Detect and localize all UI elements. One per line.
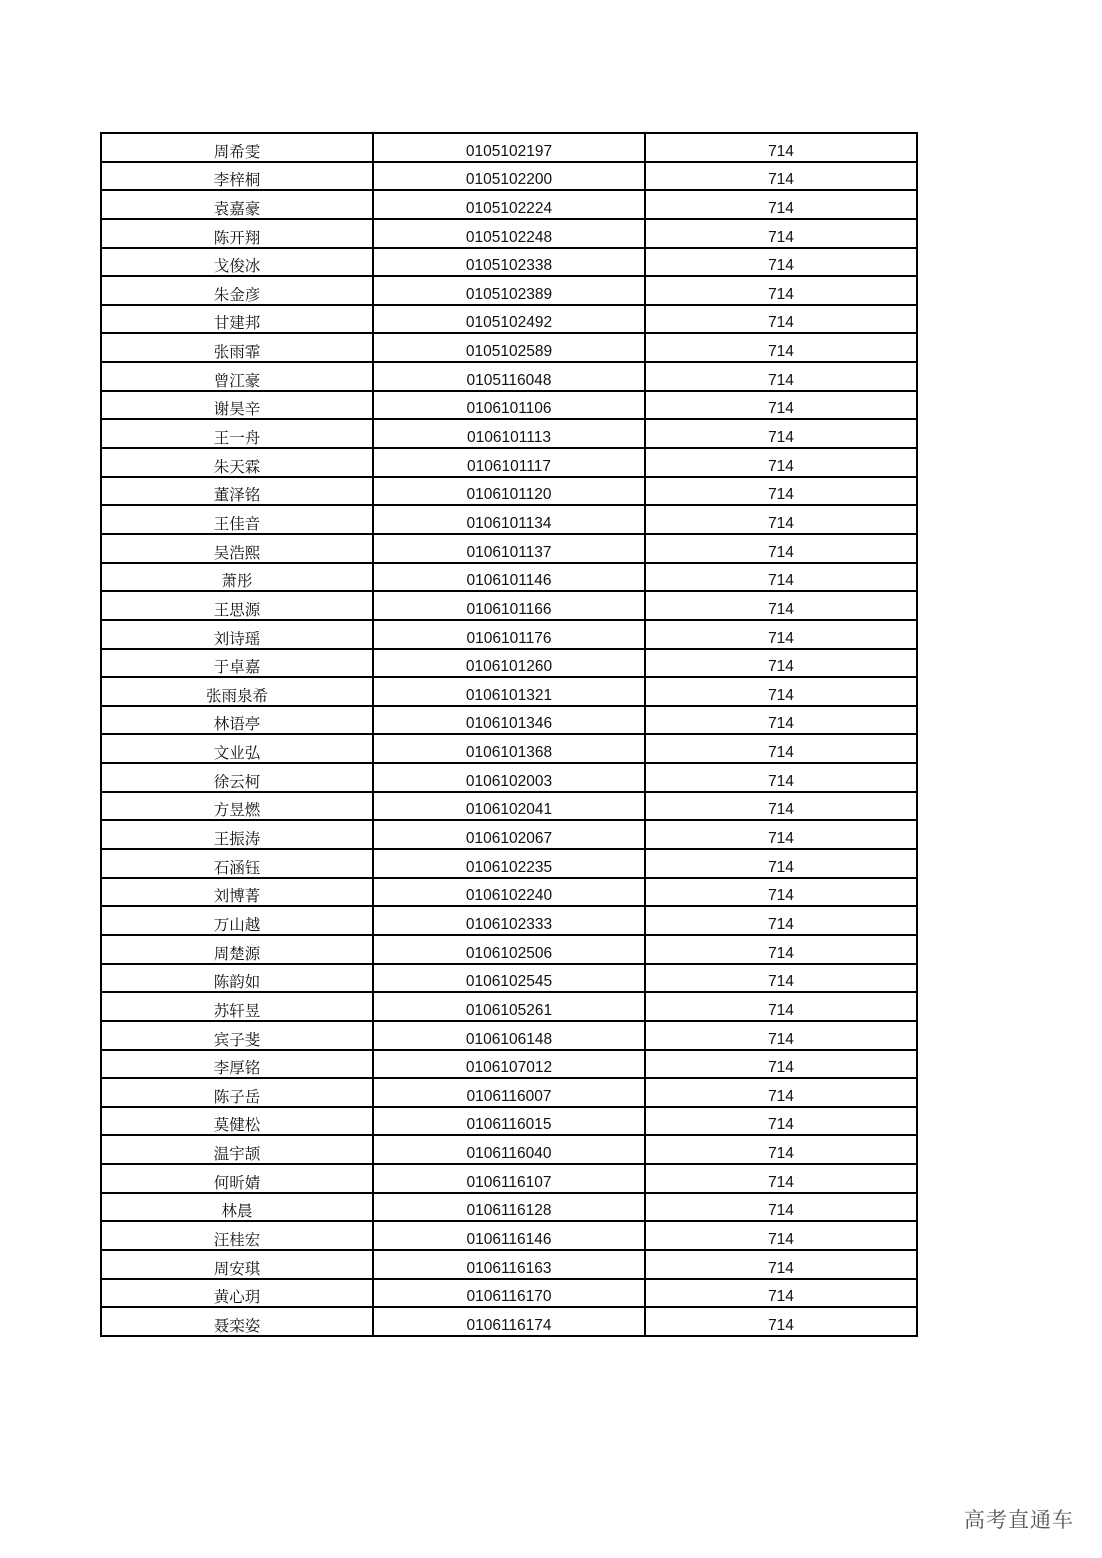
student-name-cell: 王一舟 bbox=[101, 419, 373, 448]
score-cell: 714 bbox=[645, 820, 917, 849]
score-cell: 714 bbox=[645, 219, 917, 248]
student-name-cell: 聂栾姿 bbox=[101, 1307, 373, 1336]
score-cell: 714 bbox=[645, 305, 917, 334]
exam-number-cell: 0106102041 bbox=[373, 792, 645, 821]
table-row bbox=[101, 792, 917, 821]
table-row bbox=[101, 1050, 917, 1079]
exam-number-cell: 0106101117 bbox=[373, 448, 645, 477]
table-row bbox=[101, 878, 917, 907]
score-cell: 714 bbox=[645, 419, 917, 448]
exam-number-cell: 0106102235 bbox=[373, 849, 645, 878]
score-cell: 714 bbox=[645, 391, 917, 420]
score-cell: 714 bbox=[645, 362, 917, 391]
table-row bbox=[101, 362, 917, 391]
table-row bbox=[101, 219, 917, 248]
score-cell: 714 bbox=[645, 1307, 917, 1336]
student-name-cell: 方昱燃 bbox=[101, 792, 373, 821]
student-name-cell: 苏轩昱 bbox=[101, 992, 373, 1021]
exam-number-cell: 0105102197 bbox=[373, 133, 645, 162]
exam-number-cell: 0106101113 bbox=[373, 419, 645, 448]
table-row bbox=[101, 1078, 917, 1107]
exam-number-cell: 0106101134 bbox=[373, 505, 645, 534]
watermark-text: 高考直通车 bbox=[964, 1508, 1074, 1532]
student-name-cell: 宾子斐 bbox=[101, 1021, 373, 1050]
table-row bbox=[101, 419, 917, 448]
exam-number-cell: 0105116048 bbox=[373, 362, 645, 391]
student-name-cell: 王佳音 bbox=[101, 505, 373, 534]
exam-number-cell: 0106101321 bbox=[373, 677, 645, 706]
table-row bbox=[101, 333, 917, 362]
exam-number-cell: 0106102545 bbox=[373, 964, 645, 993]
score-cell: 714 bbox=[645, 448, 917, 477]
exam-number-cell: 0106106148 bbox=[373, 1021, 645, 1050]
score-cell: 714 bbox=[645, 620, 917, 649]
score-cell: 714 bbox=[645, 1107, 917, 1136]
table-row bbox=[101, 133, 917, 162]
exam-number-cell: 0105102200 bbox=[373, 162, 645, 191]
score-cell: 714 bbox=[645, 992, 917, 1021]
score-cell: 714 bbox=[645, 906, 917, 935]
score-cell: 714 bbox=[645, 1279, 917, 1308]
exam-number-cell: 0106101176 bbox=[373, 620, 645, 649]
score-cell: 714 bbox=[645, 534, 917, 563]
table-row bbox=[101, 534, 917, 563]
student-name-cell: 吴浩熙 bbox=[101, 534, 373, 563]
score-cell: 714 bbox=[645, 849, 917, 878]
table-row bbox=[101, 248, 917, 277]
score-cell: 714 bbox=[645, 1021, 917, 1050]
student-name-cell: 陈子岳 bbox=[101, 1078, 373, 1107]
score-cell: 714 bbox=[645, 591, 917, 620]
score-cell: 714 bbox=[645, 505, 917, 534]
table-row bbox=[101, 505, 917, 534]
score-cell: 714 bbox=[645, 763, 917, 792]
exam-number-cell: 0106116163 bbox=[373, 1250, 645, 1279]
student-name-cell: 朱天霖 bbox=[101, 448, 373, 477]
score-cell: 714 bbox=[645, 563, 917, 592]
exam-number-cell: 0105102492 bbox=[373, 305, 645, 334]
score-cell: 714 bbox=[645, 677, 917, 706]
exam-number-cell: 0105102248 bbox=[373, 219, 645, 248]
table-row bbox=[101, 906, 917, 935]
student-name-cell: 戈俊冰 bbox=[101, 248, 373, 277]
score-cell: 714 bbox=[645, 162, 917, 191]
student-name-cell: 于卓嘉 bbox=[101, 649, 373, 678]
student-name-cell: 林晨 bbox=[101, 1193, 373, 1222]
exam-number-cell: 0106101260 bbox=[373, 649, 645, 678]
exam-number-cell: 0106101137 bbox=[373, 534, 645, 563]
exam-number-cell: 0106101146 bbox=[373, 563, 645, 592]
table-row bbox=[101, 964, 917, 993]
score-table bbox=[100, 132, 918, 1337]
table-row bbox=[101, 677, 917, 706]
student-name-cell: 汪桂宏 bbox=[101, 1221, 373, 1250]
score-cell: 714 bbox=[645, 1164, 917, 1193]
exam-number-cell: 0106116146 bbox=[373, 1221, 645, 1250]
table-row bbox=[101, 1021, 917, 1050]
student-name-cell: 刘诗瑶 bbox=[101, 620, 373, 649]
table-row bbox=[101, 1279, 917, 1308]
exam-number-cell: 0106116107 bbox=[373, 1164, 645, 1193]
student-name-cell: 文业弘 bbox=[101, 734, 373, 763]
student-name-cell: 董泽铭 bbox=[101, 477, 373, 506]
table-row bbox=[101, 1107, 917, 1136]
score-cell: 714 bbox=[645, 190, 917, 219]
student-name-cell: 王振涛 bbox=[101, 820, 373, 849]
table-row bbox=[101, 1193, 917, 1222]
exam-number-cell: 0106101368 bbox=[373, 734, 645, 763]
exam-number-cell: 0105102389 bbox=[373, 276, 645, 305]
exam-number-cell: 0105102224 bbox=[373, 190, 645, 219]
score-cell: 714 bbox=[645, 248, 917, 277]
exam-number-cell: 0106116174 bbox=[373, 1307, 645, 1336]
student-name-cell: 张雨泉希 bbox=[101, 677, 373, 706]
score-cell: 714 bbox=[645, 1135, 917, 1164]
table-row bbox=[101, 992, 917, 1021]
exam-number-cell: 0106116170 bbox=[373, 1279, 645, 1308]
student-name-cell: 陈开翔 bbox=[101, 219, 373, 248]
table-row bbox=[101, 620, 917, 649]
score-table-body bbox=[101, 133, 917, 1336]
exam-number-cell: 0106102333 bbox=[373, 906, 645, 935]
student-name-cell: 刘博菁 bbox=[101, 878, 373, 907]
exam-number-cell: 0106102067 bbox=[373, 820, 645, 849]
student-name-cell: 周楚源 bbox=[101, 935, 373, 964]
student-name-cell: 萧彤 bbox=[101, 563, 373, 592]
score-cell: 714 bbox=[645, 477, 917, 506]
exam-number-cell: 0106102506 bbox=[373, 935, 645, 964]
exam-number-cell: 0106116040 bbox=[373, 1135, 645, 1164]
score-cell: 714 bbox=[645, 1250, 917, 1279]
score-cell: 714 bbox=[645, 1193, 917, 1222]
table-row bbox=[101, 162, 917, 191]
table-row bbox=[101, 563, 917, 592]
table-row bbox=[101, 1221, 917, 1250]
score-cell: 714 bbox=[645, 1050, 917, 1079]
exam-number-cell: 0106101346 bbox=[373, 706, 645, 735]
table-row bbox=[101, 391, 917, 420]
score-cell: 714 bbox=[645, 133, 917, 162]
table-row bbox=[101, 649, 917, 678]
student-name-cell: 李厚铭 bbox=[101, 1050, 373, 1079]
student-name-cell: 何昕婧 bbox=[101, 1164, 373, 1193]
exam-number-cell: 0106116015 bbox=[373, 1107, 645, 1136]
student-name-cell: 周希雯 bbox=[101, 133, 373, 162]
table-row bbox=[101, 820, 917, 849]
student-name-cell: 黄心玥 bbox=[101, 1279, 373, 1308]
table-row bbox=[101, 763, 917, 792]
exam-number-cell: 0106116128 bbox=[373, 1193, 645, 1222]
score-cell: 714 bbox=[645, 706, 917, 735]
table-row bbox=[101, 849, 917, 878]
score-cell: 714 bbox=[645, 1221, 917, 1250]
score-cell: 714 bbox=[645, 1078, 917, 1107]
score-cell: 714 bbox=[645, 734, 917, 763]
table-row bbox=[101, 706, 917, 735]
student-name-cell: 陈韵如 bbox=[101, 964, 373, 993]
exam-number-cell: 0106101120 bbox=[373, 477, 645, 506]
table-row bbox=[101, 935, 917, 964]
table-row bbox=[101, 591, 917, 620]
exam-number-cell: 0106116007 bbox=[373, 1078, 645, 1107]
exam-number-cell: 0106102003 bbox=[373, 763, 645, 792]
score-cell: 714 bbox=[645, 276, 917, 305]
student-name-cell: 莫健松 bbox=[101, 1107, 373, 1136]
table-row bbox=[101, 305, 917, 334]
student-name-cell: 温宇颉 bbox=[101, 1135, 373, 1164]
student-name-cell: 朱金彦 bbox=[101, 276, 373, 305]
table-row bbox=[101, 1307, 917, 1336]
score-cell: 714 bbox=[645, 964, 917, 993]
table-row bbox=[101, 734, 917, 763]
exam-number-cell: 0105102589 bbox=[373, 333, 645, 362]
student-name-cell: 石涵钰 bbox=[101, 849, 373, 878]
student-name-cell: 曾江豪 bbox=[101, 362, 373, 391]
table-row bbox=[101, 276, 917, 305]
table-row bbox=[101, 1250, 917, 1279]
score-cell: 714 bbox=[645, 649, 917, 678]
exam-number-cell: 0106101106 bbox=[373, 391, 645, 420]
exam-number-cell: 0106102240 bbox=[373, 878, 645, 907]
student-name-cell: 李梓桐 bbox=[101, 162, 373, 191]
student-name-cell: 张雨霏 bbox=[101, 333, 373, 362]
student-name-cell: 王思源 bbox=[101, 591, 373, 620]
score-cell: 714 bbox=[645, 878, 917, 907]
table-row bbox=[101, 448, 917, 477]
student-name-cell: 谢昊辛 bbox=[101, 391, 373, 420]
table-row bbox=[101, 1164, 917, 1193]
exam-number-cell: 0106101166 bbox=[373, 591, 645, 620]
score-cell: 714 bbox=[645, 935, 917, 964]
student-name-cell: 甘建邦 bbox=[101, 305, 373, 334]
exam-number-cell: 0106105261 bbox=[373, 992, 645, 1021]
table-row bbox=[101, 477, 917, 506]
student-name-cell: 袁嘉豪 bbox=[101, 190, 373, 219]
student-name-cell: 林语亭 bbox=[101, 706, 373, 735]
student-name-cell: 徐云柯 bbox=[101, 763, 373, 792]
table-row bbox=[101, 190, 917, 219]
exam-number-cell: 0106107012 bbox=[373, 1050, 645, 1079]
exam-number-cell: 0105102338 bbox=[373, 248, 645, 277]
table-row bbox=[101, 1135, 917, 1164]
student-name-cell: 周安琪 bbox=[101, 1250, 373, 1279]
score-cell: 714 bbox=[645, 333, 917, 362]
score-cell: 714 bbox=[645, 792, 917, 821]
student-name-cell: 万山越 bbox=[101, 906, 373, 935]
